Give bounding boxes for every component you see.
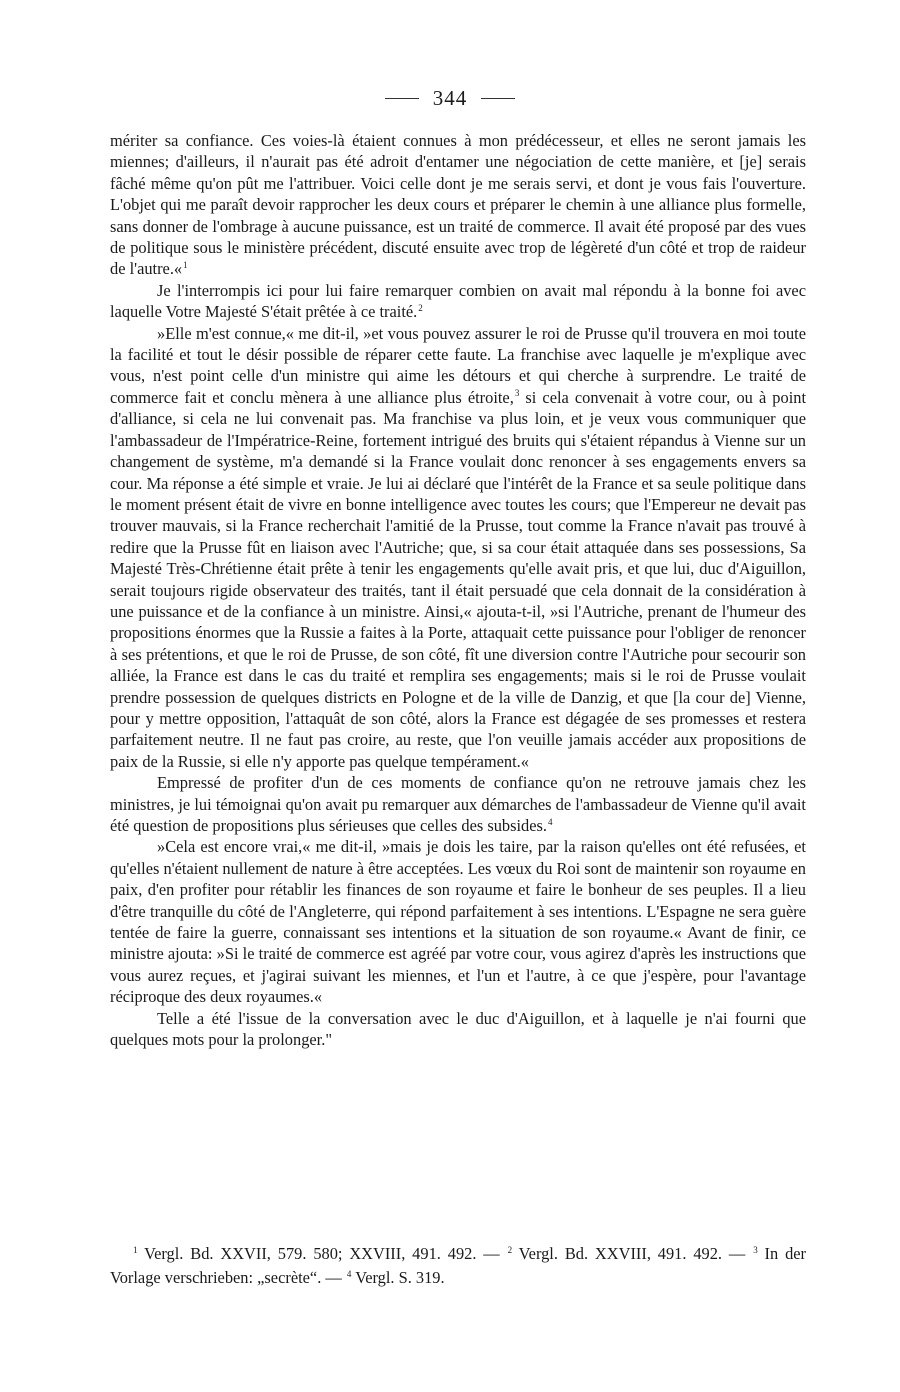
footnote-marker: 3 — [753, 1244, 758, 1255]
footnote-marker: 4 — [346, 1268, 352, 1279]
paragraph — [110, 280, 806, 323]
paragraph-text: mériter sa confiance. Ces voies-là étaient connues à mon prédécesseur, et elles ne seront jamais les miennes; d'ailleurs, il n'aurait pas été adroit d'entamer une négociation de cette manière, et [je] serais fâché même qu'on pût me l'attribuer. Voici celle dont je me serais servi, et dont je vous fais l'ouverture. L'objet qui me paraît devoir rapprocher les deux cours et préparer le chemin à une alliance plus formelle, sans donner de l'ombrage à aucune puissance, est un traité de commerce. Il avait été proposé par des vues de politique sous le ministère précédent, discuté ensuite avec trop de légèreté d'un côté et trop de raideur de l'autre.« — [110, 131, 806, 279]
paragraph — [110, 836, 806, 1007]
footnote-text: Vergl. Bd. XXVII, 579. 580; XXVIII, 491. 492. — — [137, 1244, 507, 1263]
footnote-marker: 1 — [133, 1244, 138, 1255]
paragraph-text: Empressé de profiter d'un de ces moments de confiance qu'on ne retrouve jamais chez les ministres, je lui témoignai qu'on avait pu remarquer aux démarches de l'ambassadeur de Vienne qu'il avait été question de propositions plus sérieuses que celles des subsides. — [110, 773, 806, 835]
paragraph-text: Je l'interrompis ici pour lui faire remarquer combien on avait mal répondu à la bonne foi avec laquelle Votre Majesté S'était prêtée à ce traité. — [110, 280, 806, 322]
paragraph — [110, 1008, 806, 1051]
footnote-ref: 3 — [514, 388, 520, 399]
header-rule-right — [481, 98, 515, 99]
paragraph-text: si cela convenait à votre cour, ou à point d'alliance, si cela ne lui convenait pas. Ma franchise va plus loin, et je veux vous communiquer que l'ambassadeur de l'Impératrice-Reine, fortement intrigué des bruits qui s'étaient répandus à Vienne sur un changement de système, m'a demandé si la France voulait donc renoncer à ses engagements envers sa cour. Ma réponse a été simple et vraie. Je lui ai déclaré que l'intérêt de la France et sa seule politique dans le moment présent était de vivre en bonne intelligence avec toutes les cours; que l'Empereur ne devait pas trouver mauvais, si la France recherchait l'amitié de la Prusse, tout comme la France n'avait pas trouvé à redire que la Prusse fût en liaison avec l'Autriche; que, si sa cour était attaquée dans ses possessions, Sa Majesté Très-Chrétienne était prête à tenir les engagements qu'elle avait pris, et que lui, duc d'Aiguillon, serait toujours rigide observateur des traités, tant il était persuadé que cela donnait de la considération à une puissance et de la confiance à un ministre. Ainsi,« ajouta-t-il, »si l'Autriche, prenant de l'humeur des propositions énormes que la Russie a faites à la Porte, attaquait cette puissance pour l'obliger de renoncer à ses prétentions, et que le roi de Prusse, de son côté, fît une diversion contre l'Autriche pour secourir son alliée, la France est dans le cas du traité et remplira ses engagements; mais si le roi de Prusse voulait prendre possession de quelques districts en Pologne et de la ville de Danzig, et que [la cour de] Vienne, pour y mettre opposition, l'attaquât de son côté, alors la France est dégagée de ses promesses et restera parfaitement neutre. Il ne faut pas croire, au reste, que l'on veuille jamais accéder aux propositions de paix de la Russie, si elle n'y apporte pas quelque tempérament.« — [110, 387, 806, 771]
footnote-text: Vergl. S. 319. — [351, 1268, 445, 1287]
paragraph-text: Telle a été l'issue de la conversation avec le duc d'Aiguillon, et à laquelle je n'ai fourni que quelques mots pour la prolonger." — [110, 1008, 806, 1050]
footnotes — [110, 1242, 806, 1290]
body-text — [110, 130, 806, 1050]
paragraph — [110, 130, 806, 280]
paragraph-text: »Cela est encore vrai,« me dit-il, »mais je dois les taire, par la raison qu'elles ont été refusées, et qu'elles n'étaient nullement de nature à être acceptées. Les vœux du Roi sont de maintenir son royaume en paix, d'en profiter pour rétablir les finances de son royaume et faire le bonheur de ses peuples. Il a lieu d'être tranquille du côté de l'Angleterre, qui répond parfaitement à ses intentions. L'Espagne ne sera guère tentée de faire la guerre, connaissant ses intentions et la situation de son royaume.« Avant de finir, ce ministre ajouta: »Si le traité de commerce est agréé par votre cour, vous agirez d'après les instructions que vous aurez reçues, et j'agirai suivant les miennes, et l'un et l'autre, à ce que j'espère, pour l'avantage réciproque des deux royaumes.« — [110, 837, 806, 1007]
header-rule-left — [385, 98, 419, 99]
footnote-ref: 1 — [183, 259, 188, 270]
footnote-text: Vergl. Bd. XXVIII, 491. 492. — — [512, 1244, 753, 1263]
paragraph — [110, 323, 806, 773]
page-header — [0, 86, 900, 111]
footnote-text: In der Vorlage verschrieben: „secrète“. — — [110, 1244, 807, 1287]
footnote-line — [110, 1242, 806, 1290]
paragraph-text: »Elle m'est connue,« me dit-il, »et vous pouvez assurer le roi de Prusse qu'il trouvera en moi toute la facilité et tout le désir possible de réparer cette faute. La franchise avec laquelle je m'explique avec vous, n'est point celle d'un ministre qui aime les détours et qui cherche à surprendre. Le traité de commerce fait et conclu mènera à une alliance plus étroite, — [110, 323, 806, 407]
paragraph — [110, 772, 806, 836]
page-number: 344 — [432, 86, 468, 110]
footnote-marker: 2 — [507, 1244, 513, 1255]
footnote-ref: 2 — [418, 302, 423, 313]
footnote-ref: 4 — [548, 816, 553, 827]
